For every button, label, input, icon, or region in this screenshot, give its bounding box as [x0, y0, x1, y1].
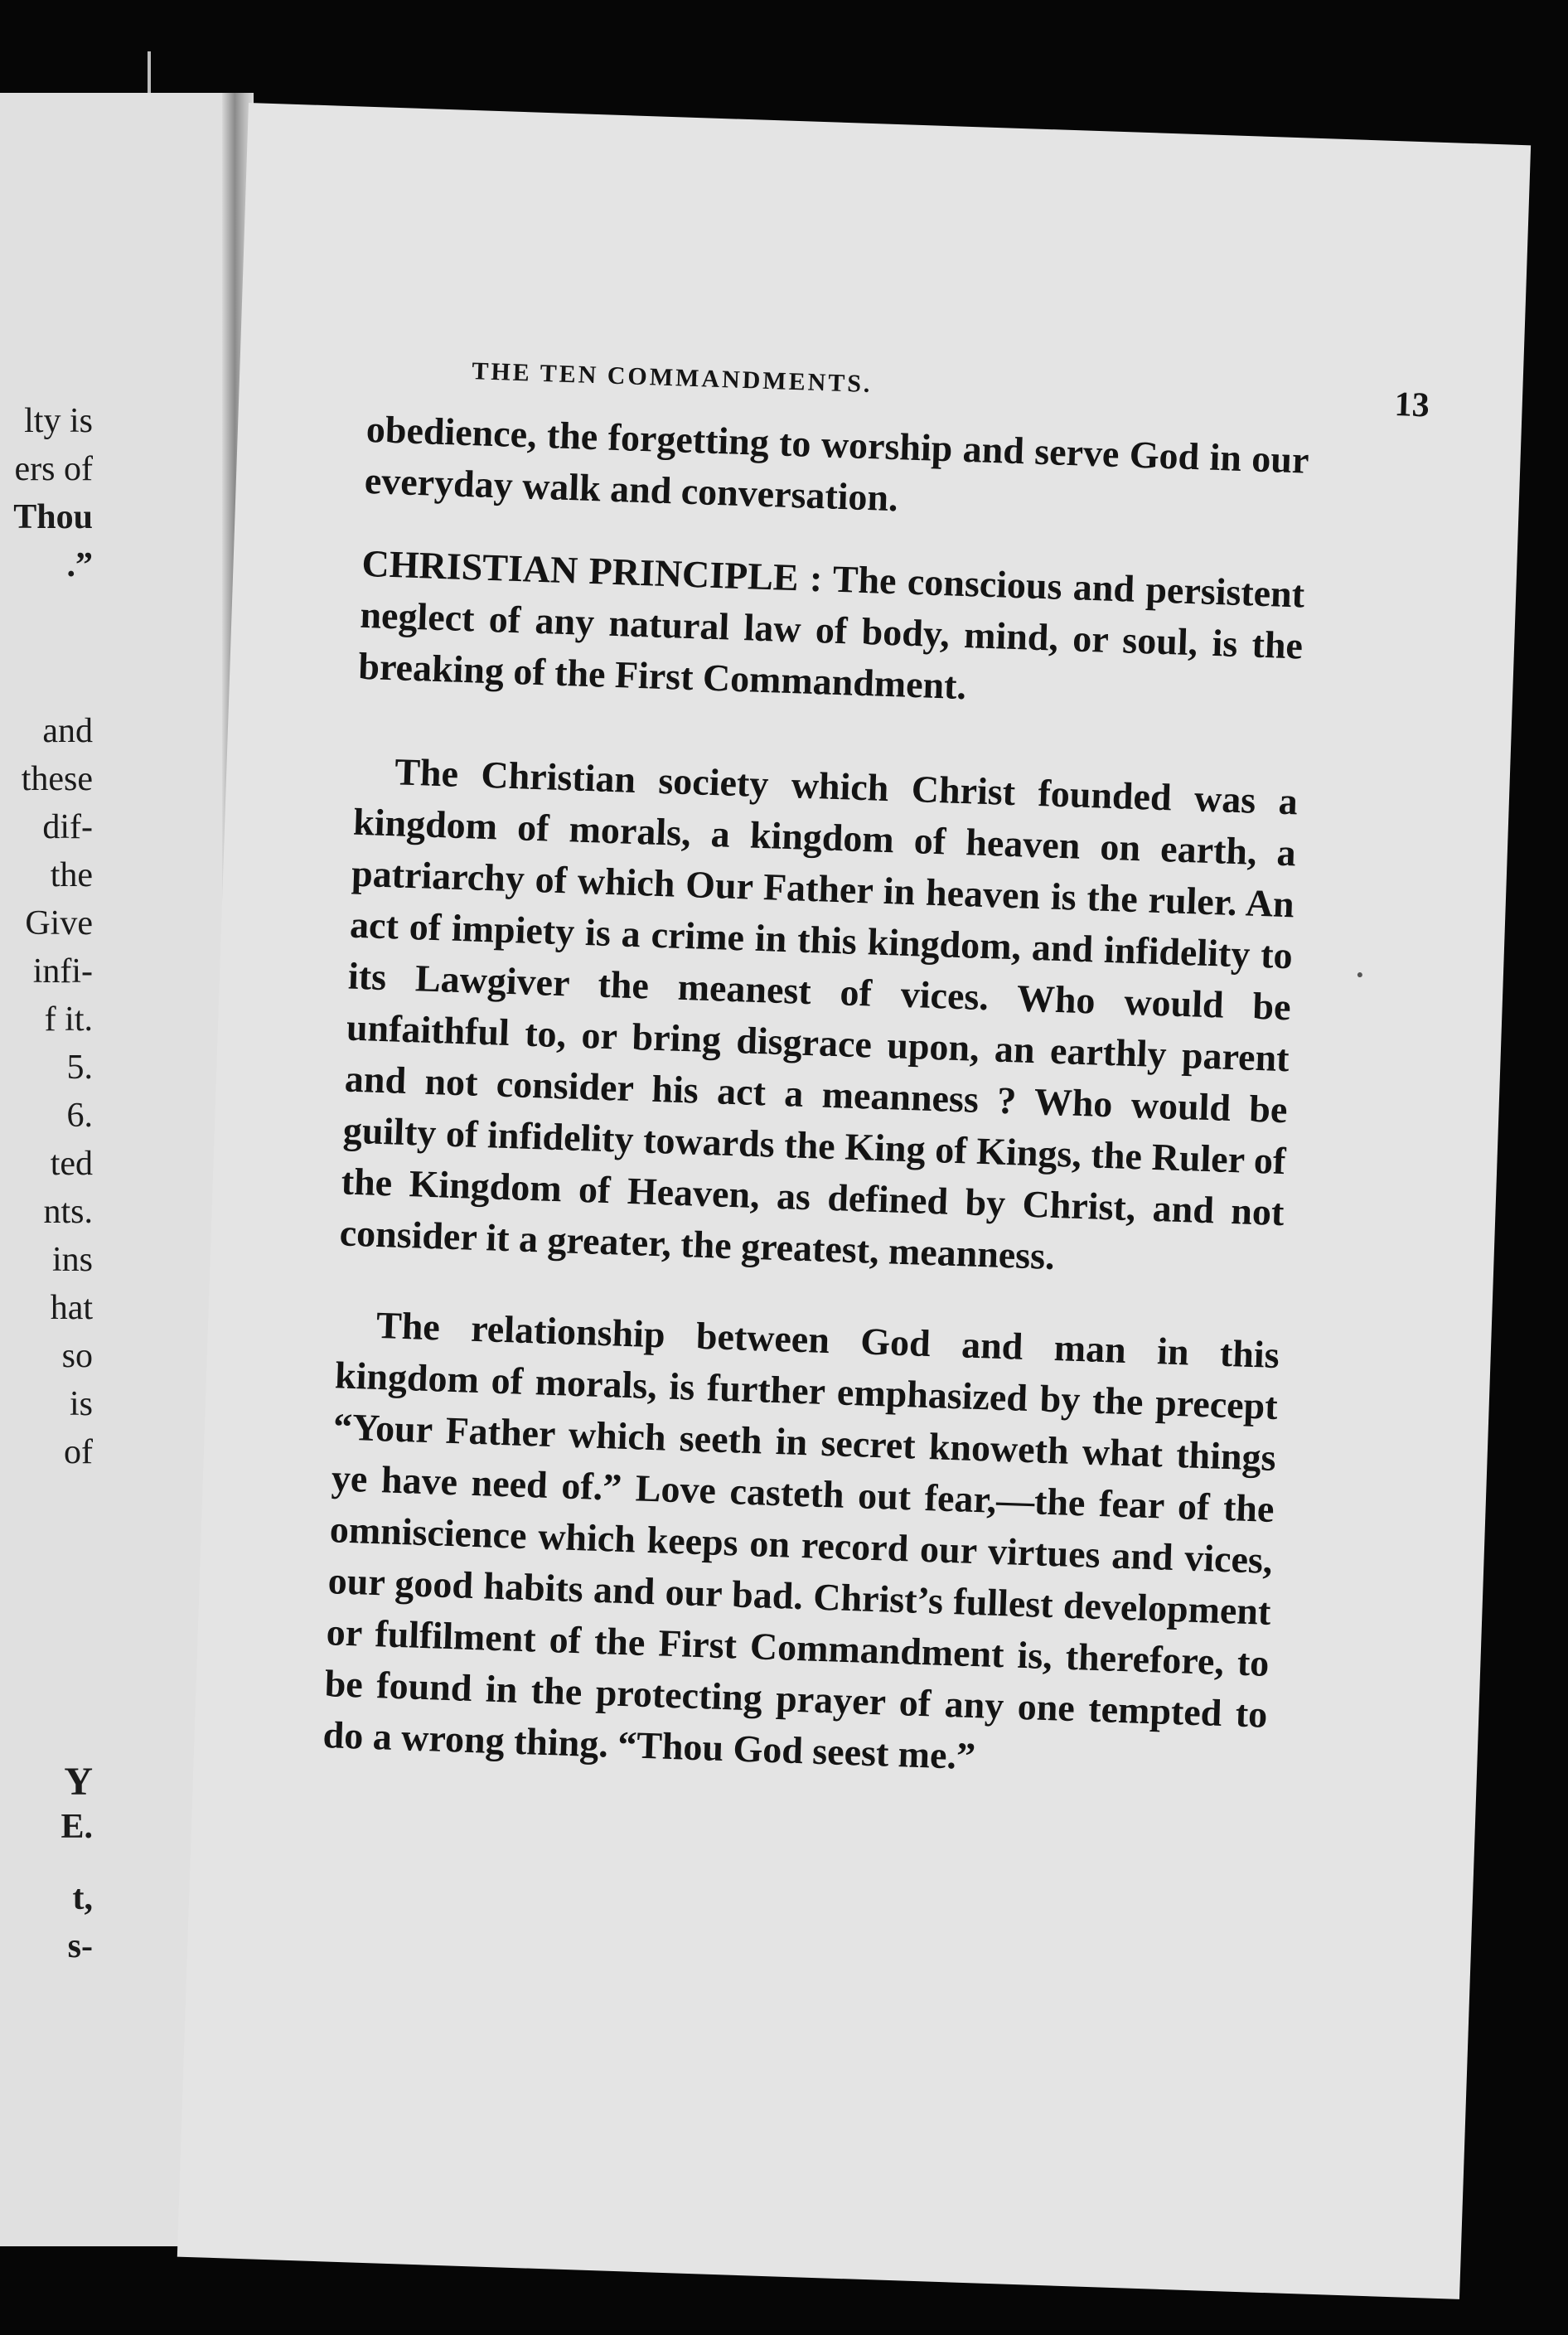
principle-text: The conscious and persistent neglect of any natural law of body, mind, or soul, is the breaking of the First Commandment. [357, 557, 1305, 708]
left-page-fragment: E. [60, 1808, 93, 1846]
paper-speck [1357, 972, 1362, 977]
left-page-fragment: 5. [66, 1049, 93, 1087]
paragraph-relationship [322, 1298, 1280, 1791]
left-page-fragment: f it. [44, 1000, 93, 1039]
closing-quote: “Thou God seest me.” [617, 1722, 976, 1778]
left-page-fragment: 6. [66, 1097, 93, 1135]
left-page-fragment: nts. [43, 1193, 93, 1231]
left-page-fragment: ins [51, 1241, 93, 1279]
paragraph-kingdom-of-morals: The Christian society which Christ founded was a kingdom of morals, a kingdom of heaven on earth, a patriarchy of which Our Father in heaven is the ruler. An act of impiety is a crime in this kingdom, and infidelity to its Lawgiver the meanest of vices. Who would be unfaithful to, or bring disgrace upon, an earthly parent and not consider his act a meanness ? Who would be guilty of infidelity towards the King of Kings, the Ruler of the Kingdom of Heaven, as defined by Christ, and not consider it a greater, the greatest, meanness. [339, 750, 1299, 1277]
left-page-fragment: t, [72, 1879, 93, 1917]
page-number: 13 [1393, 385, 1430, 425]
left-page-fragment: ers of [14, 450, 93, 488]
running-head: THE TEN COMMANDMENTS. [471, 357, 874, 399]
left-page-fragment: Thou [13, 498, 93, 536]
left-page-fragment: hat [50, 1289, 93, 1327]
left-page-fragment: so [61, 1337, 93, 1375]
left-page-fragment: the [50, 856, 93, 894]
left-page-fragment: and [42, 712, 93, 750]
left-page-fragment: these [21, 760, 93, 798]
left-page-fragment: .” [66, 546, 93, 584]
paragraph-relationship-text: The relationship between God and man in this kingdom of morals, is further emphasized by the precept “Your Father which seeth in secret knoweth what things ye have need of.” Love casteth out fear,—the fear of the omniscience which keeps on record our virtues and vices, our good habits and our bad. Christ’s fullest development or fulfilment of the First Commandment is, therefore, to be found in the protecting prayer of any one tempted to do a wrong thing. [322, 1303, 1280, 1766]
left-page-fragment: Give [25, 904, 93, 942]
left-page-fragment: lty is [24, 402, 93, 440]
left-page-fragment: infi- [32, 952, 93, 991]
left-page-fragment: is [69, 1385, 93, 1423]
continued-text: obedience, the forgetting to worship and serve God in our everyday walk and conversation. [364, 407, 1310, 520]
principle-label: CHRISTIAN PRINCIPLE : [361, 541, 824, 600]
page-body [322, 404, 1310, 1792]
left-page-fragment: ted [50, 1145, 93, 1183]
left-page-fragment: of [64, 1433, 93, 1471]
left-page-fragment: s- [67, 1927, 93, 1965]
page-13 [177, 103, 1531, 2299]
left-page-fragment: dif- [42, 808, 93, 846]
left-page-fragment: Y [64, 1760, 93, 1804]
christian-principle [358, 538, 1306, 724]
